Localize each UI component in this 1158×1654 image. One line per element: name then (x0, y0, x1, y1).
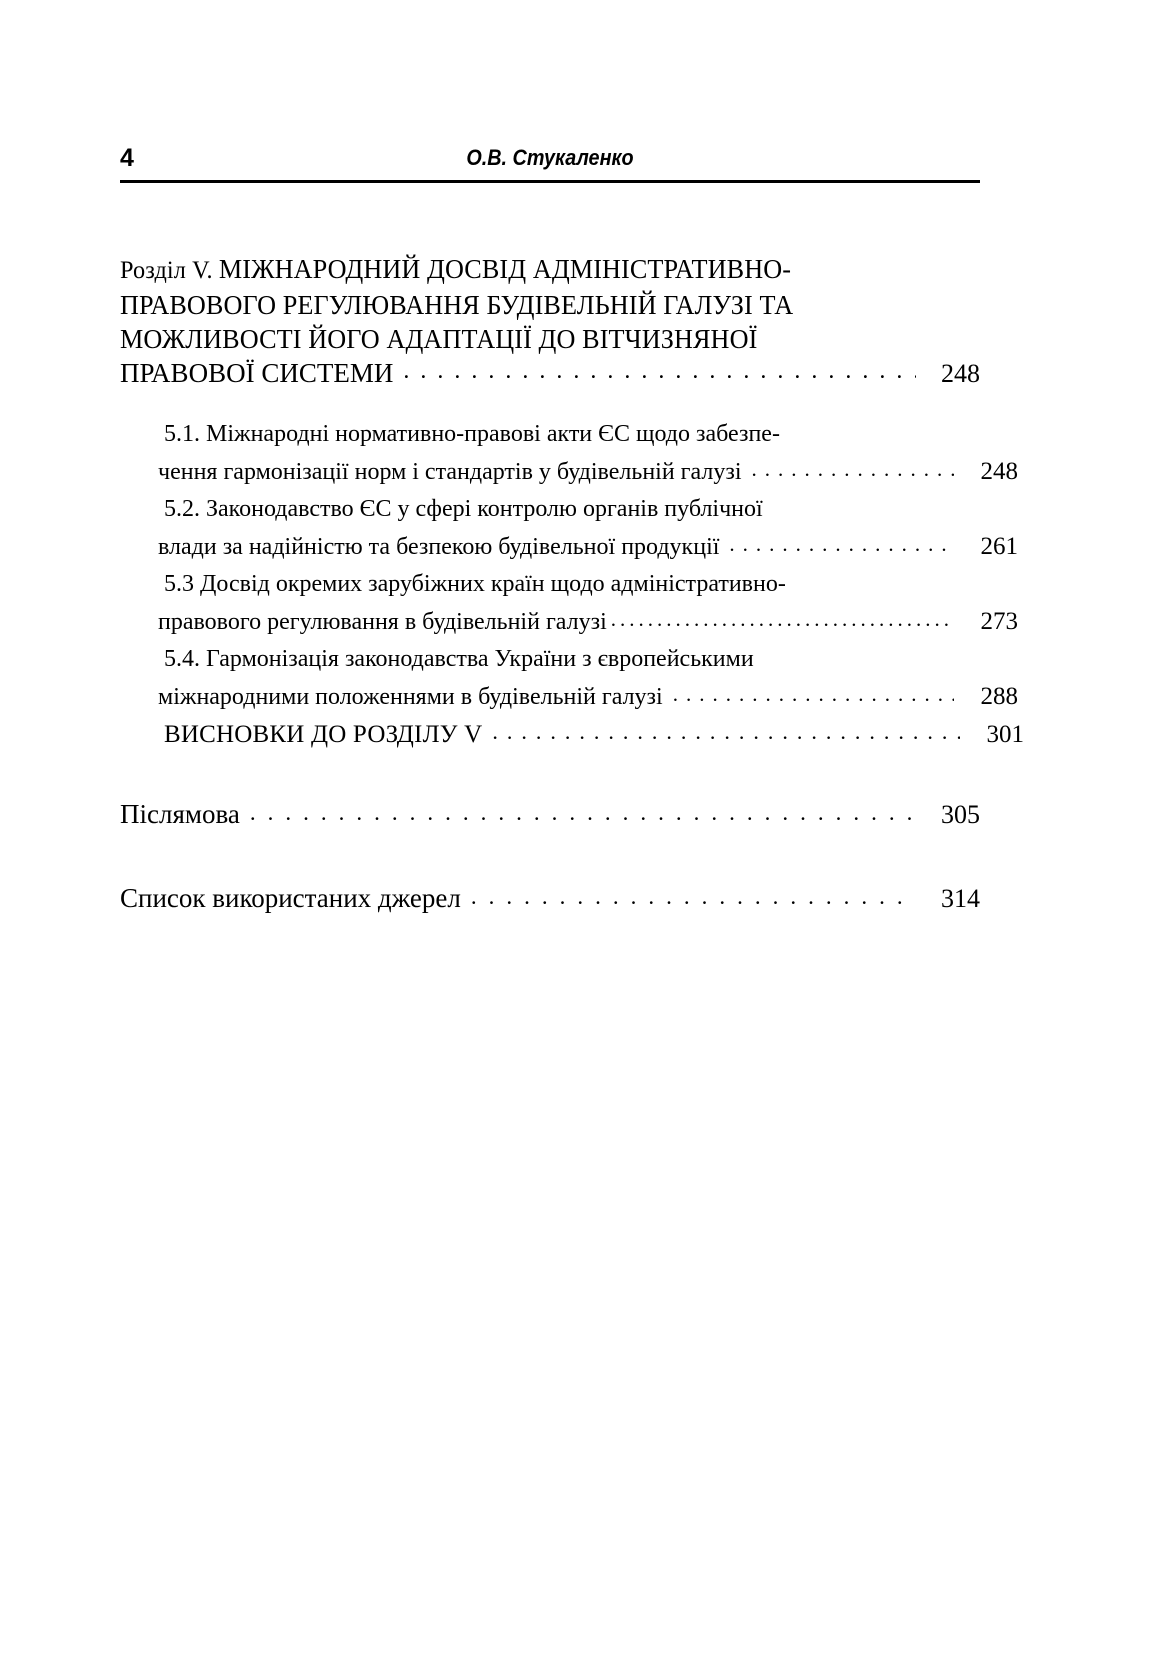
dot-leader (729, 526, 954, 563)
toc-entry-5-2-line-1: 5.2. Законодавство ЄС у сфері контролю органів публічної (164, 496, 763, 522)
toc-entry-afterword-page: 305 (941, 800, 980, 829)
dot-leader (492, 713, 960, 750)
toc-entry-5-1-line-1: 5.1. Міжнародні нормативно-правові акти ЄС щодо забезпе- (164, 421, 780, 447)
toc-entry-conclusions-label: ВИСНОВКИ ДО РОЗДІЛУ V (164, 721, 483, 748)
dot-leader (752, 451, 954, 488)
chapter-title-line-1: МІЖНАРОДНИЙ ДОСВІД АДМІНІСТРАТИВНО- (218, 254, 792, 284)
toc-entry-afterword-row[interactable] (120, 797, 980, 833)
section-list (120, 416, 1024, 753)
toc-entry-conclusions-page: 301 (986, 721, 1024, 748)
toc-entry-conclusions-row[interactable] (164, 716, 1024, 753)
toc-entry-5-2-line-2-row[interactable] (158, 528, 1018, 566)
toc-entry-sources[interactable] (120, 881, 980, 917)
table-of-contents (120, 218, 1024, 917)
toc-entry-conclusions[interactable] (158, 716, 1024, 753)
toc-entry-5-4-line-2-row[interactable] (158, 678, 1018, 716)
toc-entry-5-1-page: 248 (980, 458, 1018, 485)
toc-entry-5-1[interactable] (158, 416, 1018, 491)
toc-entry-afterword[interactable] (120, 797, 980, 833)
running-header (120, 143, 980, 179)
dot-leader (611, 601, 954, 638)
toc-entry-5-4-line-2: міжнародними положеннями в будівельній галузі (158, 684, 663, 710)
chapter-title-line-3: МОЖЛИВОСТІ ЙОГО АДАПТАЦІЇ ДО ВІТЧИЗНЯНОЇ (120, 324, 758, 354)
chapter-label: Розділ V. (120, 257, 219, 284)
chapter-heading (120, 218, 954, 356)
toc-entry-5-3[interactable] (158, 566, 1018, 641)
running-header-author: О.В. Стукаленко (466, 145, 634, 170)
dot-leader (250, 796, 916, 830)
chapter-page-number: 248 (941, 359, 980, 388)
toc-entry-5-3-line-1: 5.3 Досвід окремих зарубіжних країн щодо адміністративно- (164, 571, 786, 597)
toc-entry-5-2-line-2: влади за надійністю та безпекою будівельної продукції (158, 534, 720, 560)
toc-entry-5-3-page: 273 (980, 608, 1018, 635)
toc-entry-sources-label: Список використаних джерел (120, 883, 461, 913)
chapter-title-line-2: ПРАВОВОГО РЕГУЛЮВАННЯ БУДІВЕЛЬНІЙ ГАЛУЗІ ТА (120, 290, 794, 320)
toc-entry-5-4[interactable] (158, 641, 1018, 716)
dot-leader (673, 676, 954, 713)
page-folio-number: 4 (120, 144, 134, 172)
toc-entry-5-1-line-2: чення гармонізації норм і стандартів у будівельній галузі (158, 459, 742, 485)
toc-entry-sources-row[interactable] (120, 881, 980, 917)
toc-entry-5-2[interactable] (158, 491, 1018, 566)
toc-entry-5-2-page: 261 (980, 533, 1018, 560)
toc-entry-5-3-line-2-row[interactable] (158, 603, 1018, 641)
toc-entry-5-1-line-2-row[interactable] (158, 453, 1018, 491)
toc-entry-5-4-line-1: 5.4. Гармонізація законодавства України з європейськими (164, 646, 754, 672)
chapter-title-line-4: ПРАВОВОЇ СИСТЕМИ (120, 358, 394, 388)
toc-entry-afterword-label: Післямова (120, 799, 240, 829)
dot-leader (403, 354, 916, 388)
toc-entry-5-4-page: 288 (980, 683, 1018, 710)
toc-entry-sources-page: 314 (941, 884, 980, 913)
toc-entry-5-3-line-2: правового регулювання в будівельній галузі (158, 609, 607, 635)
chapter-heading-last-line[interactable] (120, 356, 980, 392)
dot-leader (471, 880, 916, 914)
header-divider-rule (120, 180, 980, 183)
